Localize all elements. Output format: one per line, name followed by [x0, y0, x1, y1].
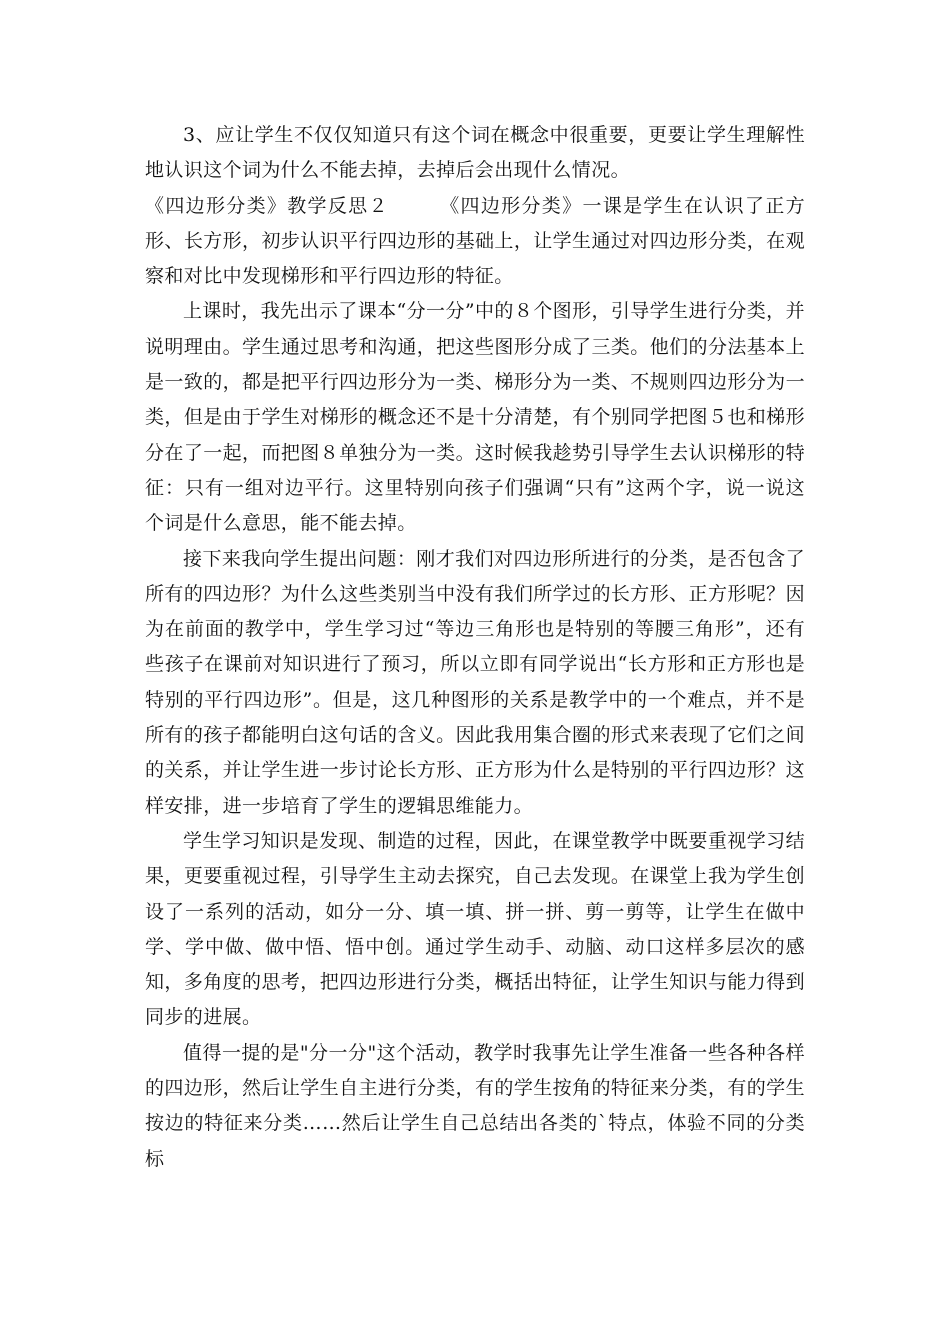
paragraph-3: 上课时，我先出示了课本“分一分”中的８个图形，引导学生进行分类，并说明理由。学生通过思考和沟通，把这些图形分成了三类。他们的分法基本上是一致的，都是把平行四边形分为一类、梯形分为一类、不规则四边形分为一类，但是由于学生对梯形的概念还不是十分清楚，有个别同学把图５也和梯形分在了一起，而把图８单独分为一类。这时候我趁势引导学生去认识梯形的特征：只有一组对边平行。这里特别向孩子们强调“只有”这两个字，说一说这个词是什么意思，能不能去掉。 — [145, 300, 805, 535]
paragraph-6: 值得一提的是"分一分"这个活动，教学时我事先让学生准备一些各种各样的四边形，然后让学生自主进行分类，有的学生按角的特征来分类，有的学生按边的特征来分类……然后让学生自己总结出各类的`特点，体验不同的分类标 — [145, 1041, 805, 1170]
paragraph-5: 学生学习知识是发现、制造的过程，因此，在课堂教学中既要重视学习结果，更要重视过程，引导学生主动去探究，自己去发现。在课堂上我为学生创设了一系列的活动，如分一分、填一填、拼一拼、剪一剪等，让学生在做中学、学中做、做中悟、悟中创。通过学生动手、动脑、动口这样多层次的感知，多角度的思考，把四边形进行分类，概括出特征，让学生知识与能力得到同步的进展。 — [145, 829, 805, 1029]
paragraph-1: 3、应让学生不仅仅知道只有这个词在概念中很重要，更要让学生理解性地认识这个词为什么不能去掉，去掉后会出现什么情况。 — [145, 124, 805, 182]
document-body — [145, 118, 805, 1177]
paragraph-4: 接下来我向学生提出问题：刚才我们对四边形所进行的分类，是否包含了所有的四边形？为什么这些类别当中没有我们所学过的长方形、正方形呢？因为在前面的教学中，学生学习过“等边三角形也是特别的等腰三角形”，还有些孩子在课前对知识进行了预习，所以立即有同学说出“长方形和正方形也是特别的平行四边形”。但是，这几种图形的关系是教学中的一个难点，并不是所有的孩子都能明白这句话的含义。因此我用集合圈的形式来表现了它们之间的关系，并让学生进一步讨论长方形、正方形为什么是特别的平行四边形？这样安排，进一步培育了学生的逻辑思维能力。 — [145, 547, 805, 817]
paragraph-2: 《四边形分类》教学反思２ 《四边形分类》一课是学生在认识了正方形、长方形，初步认识平行四边形的基础上，让学生通过对四边形分类，在观察和对比中发现梯形和平行四边形的特征。 — [145, 194, 805, 288]
